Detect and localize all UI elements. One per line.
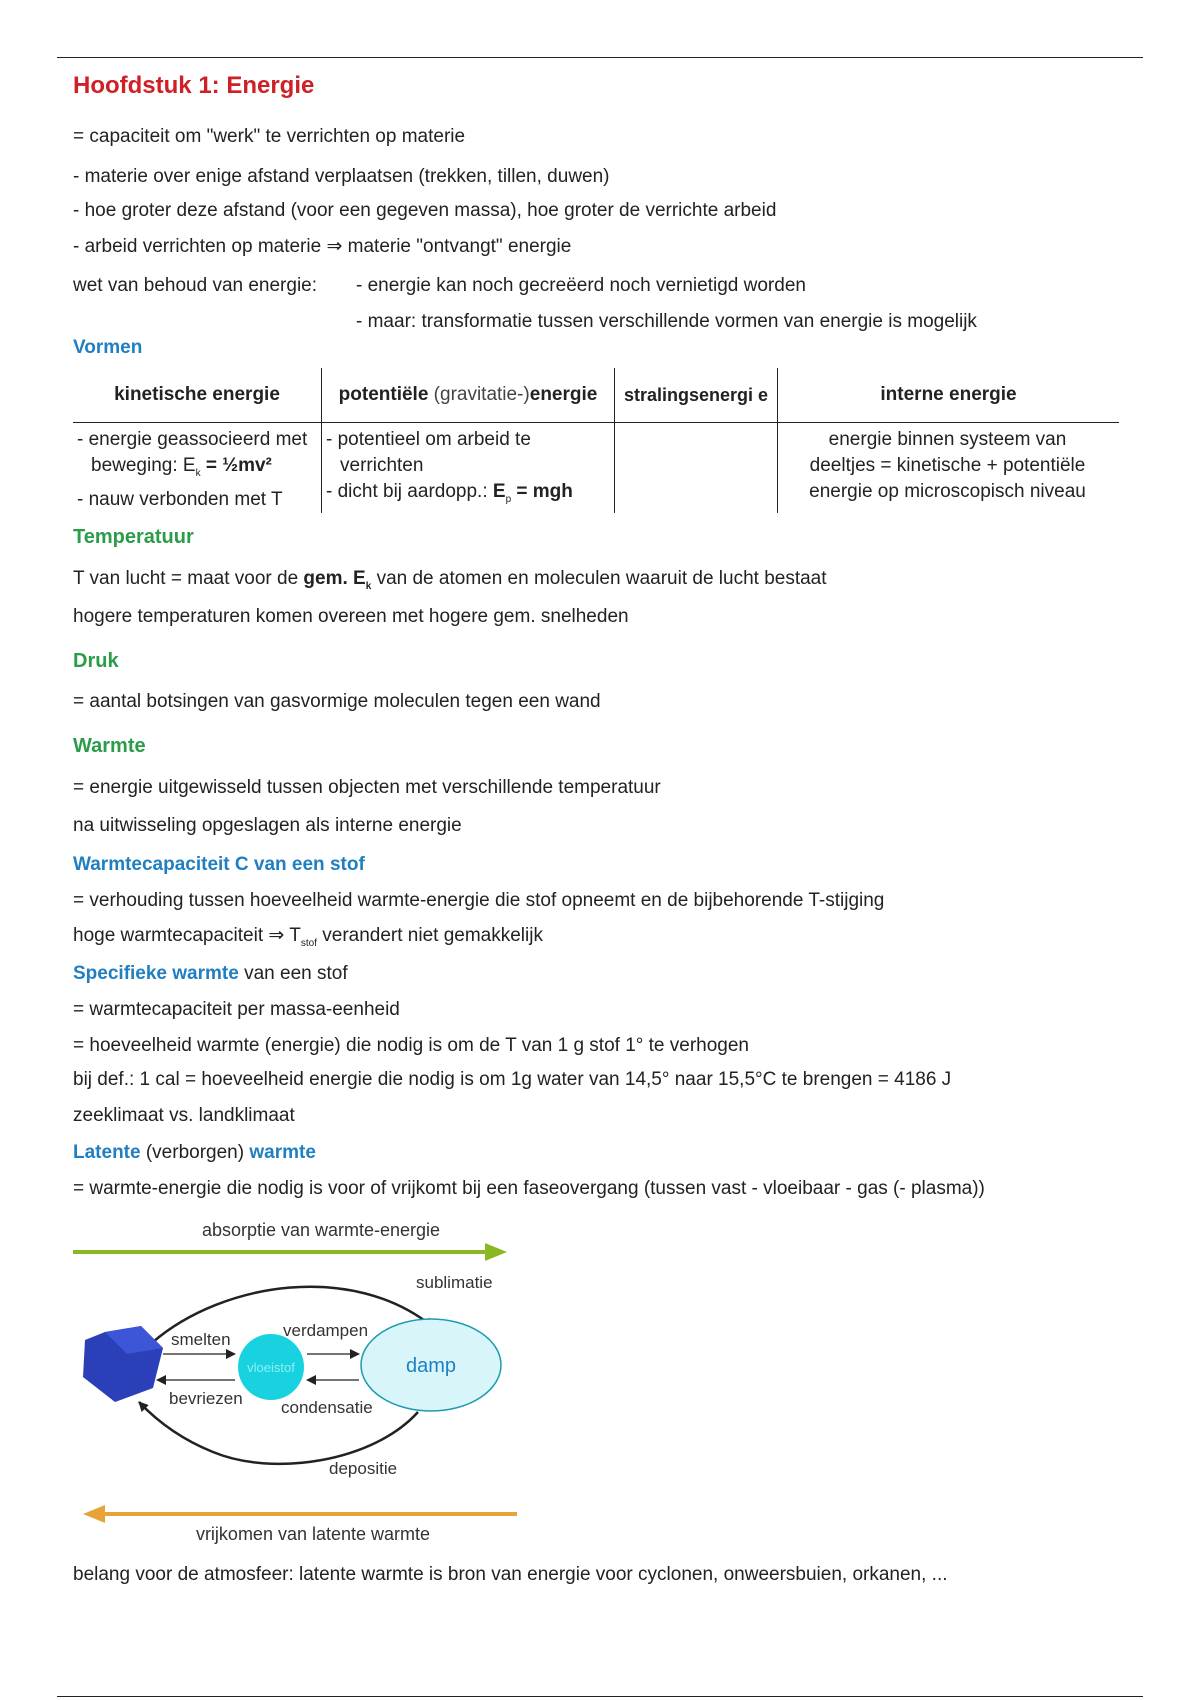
header-internal: interne energie (778, 368, 1120, 423)
page-title: Hoofdstuk 1: Energie (73, 72, 315, 99)
text-line: = hoeveelheid warmte (energie) die nodig is om de T van 1 g stof 1° te verhogen (73, 1035, 750, 1056)
phase-change-diagram (73, 1212, 603, 1622)
cell-line: deeltjes = kinetische + potentiële (809, 455, 1086, 476)
text-span: hoge warmtecapaciteit ⇒ T (73, 925, 301, 946)
table-row (73, 423, 1119, 513)
section-heading-temperatuur: Temperatuur (73, 526, 194, 548)
header-potential-a: potentiële (338, 384, 429, 405)
text-span: verandert niet gemakkelijk (316, 925, 543, 946)
text-line: na uitwisseling opgeslagen als interne energie (73, 815, 462, 836)
table-header-row (73, 368, 1119, 423)
heading-part: Latente (73, 1142, 141, 1163)
formula: = ½mv² (200, 455, 272, 476)
top-rule (57, 57, 1143, 58)
section-heading-specifiek (73, 963, 348, 985)
sublimation-label: sublimatie (416, 1273, 493, 1292)
cell-text: - dicht bij aardopp.: (326, 481, 493, 502)
cell-text: beweging: E (91, 455, 196, 476)
section-heading-vormen: Vormen (73, 337, 143, 358)
intro-bullet: - hoe groter deze afstand (voor een gegeven massa), hoe groter de verrichte arbeid (73, 200, 777, 221)
text-line: hogere temperaturen komen overeen met hogere gem. snelheden (73, 606, 629, 627)
vapor-label: damp (405, 1355, 457, 1377)
text-line: = energie uitgewisseld tussen objecten met verschillende temperatuur (73, 777, 661, 798)
text-line: = warmte-energie die nodig is voor of vrijkomt bij een faseovergang (tussen vast - vloeibaar - gas (- plasma)) (73, 1178, 985, 1199)
text-line: = aantal botsingen van gasvormige moleculen tegen een wand (73, 691, 601, 712)
section-heading-warmte: Warmte (73, 735, 146, 757)
cell-line (77, 453, 315, 487)
subscript: stof (300, 937, 317, 949)
evaporation-label: verdampen (283, 1321, 369, 1340)
cell-line: energie op microscopisch niveau (809, 481, 1086, 502)
header-radiation: stralingsenergi e (615, 368, 778, 423)
liquid-label: vloeistof (247, 1360, 295, 1375)
header-kinetic: kinetische energie (73, 368, 322, 423)
condensation-label: condensatie (281, 1398, 373, 1417)
bold-span: gem. E (303, 568, 366, 589)
cell-kinetic (73, 423, 322, 513)
bottom-rule (57, 1696, 1143, 1697)
section-heading-druk: Druk (73, 650, 119, 672)
release-label: vrijkomen van latente warmte (195, 1524, 431, 1544)
cell-line: verrichten (340, 455, 424, 476)
cell-potential (322, 423, 615, 513)
law-line: - energie kan noch gecreëerd noch vernietigd worden (356, 275, 806, 296)
melting-label: smelten (171, 1330, 231, 1349)
header-potential-b: (gravitatie-) (433, 384, 530, 405)
formula: E (492, 481, 506, 502)
header-potential-c: energie (529, 384, 598, 405)
cell-line: - potentieel om arbeid te (326, 429, 531, 450)
text-line: = verhouding tussen hoeveelheid warmte-energie die stof opneemt en de bijbehorende T-stijging (73, 890, 885, 911)
cell-line: - nauw verbonden met T (77, 488, 283, 510)
intro-bullet: - materie over enige afstand verplaatsen (trekken, tillen, duwen) (73, 166, 610, 187)
cell-line (326, 479, 608, 513)
text-line (73, 924, 543, 956)
text-line: = warmtecapaciteit per massa-eenheid (73, 999, 400, 1020)
text-line (73, 567, 827, 599)
subscript: k (365, 580, 372, 592)
law-line: - maar: transformatie tussen verschillende vormen van energie is mogelijk (356, 311, 977, 332)
energy-forms-table (73, 368, 1119, 513)
text-line: belang voor de atmosfeer: latente warmte is bron van energie voor cyclonen, onweersbuien, orkanen, ... (73, 1564, 948, 1585)
text-span: van de atomen en moleculen waaruit de lucht bestaat (371, 568, 827, 589)
formula: = mgh (511, 481, 573, 502)
heading-part: warmte (249, 1142, 316, 1163)
text-line: zeeklimaat vs. landklimaat (73, 1105, 295, 1126)
intro-bullet: - arbeid verrichten op materie ⇒ materie "ontvangt" energie (73, 236, 572, 257)
text-span: T van lucht = maat voor de (73, 568, 304, 589)
deposition-label: depositie (329, 1459, 398, 1478)
absorb-label: absorptie van warmte-energie (201, 1220, 441, 1240)
absorb-arrow-head (485, 1243, 507, 1261)
section-heading-warmtecapaciteit: Warmtecapaciteit C van een stof (73, 854, 365, 875)
heading-part: van een stof (238, 963, 348, 984)
subscript: p (505, 493, 512, 505)
cell-line: - energie geassocieerd met (77, 429, 308, 450)
cell-line: energie binnen systeem van (828, 429, 1067, 450)
text-line: bij def.: 1 cal = hoeveelheid energie die nodig is om 1g water van 14,5° naar 15,5°C te brengen = 4186 J (73, 1069, 952, 1090)
heading-part: Specifieke warmte (73, 963, 239, 984)
law-label: wet van behoud van energie: (73, 275, 318, 296)
section-heading-latent (73, 1142, 316, 1164)
cell-radiation (615, 423, 778, 513)
cell-internal (778, 423, 1120, 513)
deposition-arrow (139, 1402, 418, 1464)
release-arrow-head (83, 1505, 105, 1523)
intro-definition: = capaciteit om "werk" te verrichten op materie (73, 126, 466, 147)
header-potential (322, 368, 615, 423)
subscript: k (195, 467, 201, 479)
heading-part: (verborgen) (140, 1142, 250, 1163)
freezing-label: bevriezen (169, 1389, 243, 1408)
